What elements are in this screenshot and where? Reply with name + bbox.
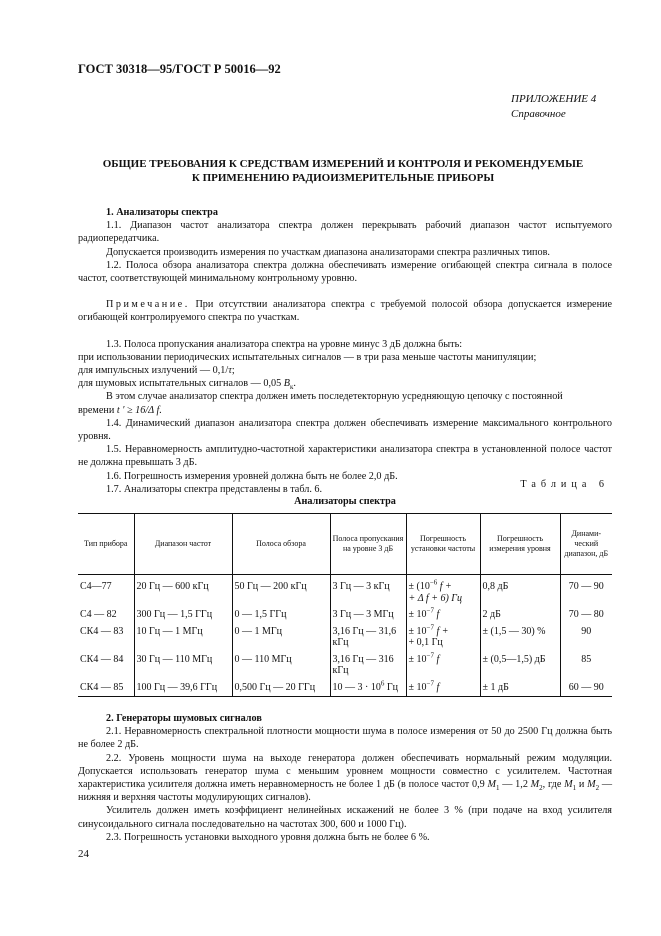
appendix-title xyxy=(78,157,608,185)
rbw-part: 10 — 3 · 10 xyxy=(332,681,381,693)
m-symbol: M xyxy=(530,779,540,791)
table-caption: Таблица 6 xyxy=(520,479,609,490)
cell-span: 0 — 1,5 ГГц xyxy=(232,607,330,624)
rbw-exponent: 6 xyxy=(380,679,385,688)
section-2 xyxy=(78,712,612,844)
table-title: Анализаторы спектра xyxy=(294,496,396,507)
paragraph-1-7: 1.7. Анализаторы спектра представлены в табл. 6. xyxy=(106,483,323,495)
section-1 xyxy=(78,206,612,496)
table-row xyxy=(78,680,612,697)
cell-rbw: 3,16 Гц — 31,6 кГц xyxy=(330,624,406,652)
cell-range: 10 Гц — 1 МГц xyxy=(134,624,232,652)
freq-error-part: ± 10 xyxy=(408,681,427,693)
cell-rbw xyxy=(330,680,406,697)
table-row xyxy=(78,624,612,652)
paragraph-2-2 xyxy=(78,752,612,805)
freq-error-exponent: −7 xyxy=(426,606,434,615)
cell-type: С4 — 82 xyxy=(80,609,117,620)
freq-error-part: ± 10 xyxy=(408,653,427,665)
freq-error-exponent: −7 xyxy=(426,623,434,632)
paragraph-2-2b: Усилитель должен иметь коэффициент нелинейных искажений не более 3 % (при подаче на вход усилителя синусоидального сигнала последовательно на частотах 300, 600 и 1000 Гц). xyxy=(78,805,612,830)
paragraph-2-1: 2.1. Неравномерность спектральной плотности мощности шума в полосе измерения от 50 до 2500 Гц должна быть не более 2 дБ. xyxy=(78,726,612,751)
paragraph-1-3a: при использовании периодических испытательных сигналов — в три раза меньше частоты манипуляции; xyxy=(78,351,537,363)
pulse-text: для импульсных излучений — 0,1/ xyxy=(78,365,229,377)
p22-text: 2.2. Уровень мощности шума на выходе генератора должен обеспечивать нормальный режим модуляции. Допускается использовать генератор шума с меньшим уровнем мощности совместно с усилителем. Частотная характеристика усилителя должна иметь неравномерность не более 1 дБ (в полосе частот 0,9 xyxy=(78,752,612,791)
appendix-kind: Справочное xyxy=(511,108,566,120)
cell-range: 300 Гц — 1,5 ГГц xyxy=(134,607,232,624)
m-subscript: 1 xyxy=(572,784,577,793)
cell-range: 100 Гц — 39,6 ГГц xyxy=(134,680,232,697)
cell-level-error: 2 дБ xyxy=(480,607,560,624)
cell-rbw: 3 Гц — 3 кГц xyxy=(330,575,406,608)
cell-dynamic-range: 70 — 80 xyxy=(560,607,612,624)
cell-type: СК4 — 84 xyxy=(80,653,124,665)
column-header: Полоса пропускания на уровне 3 дБ xyxy=(330,514,406,575)
paragraph-1-3c xyxy=(78,377,612,390)
cell-span: 0 — 110 МГц xyxy=(232,652,330,680)
cell-span: 0,500 Гц — 20 ГГц xyxy=(232,680,330,697)
p22-text: — 1,2 xyxy=(499,779,531,791)
note-text: При отсутствии анализатора спектра с требуемой полосой обзора допускается измерение огибающей контролируемого спектра по участкам. xyxy=(78,299,612,324)
cell-range: 30 Гц — 110 МГц xyxy=(134,652,232,680)
m-symbol: M xyxy=(587,779,596,791)
paragraph-1-3b xyxy=(78,364,612,377)
time-text: времени xyxy=(78,404,117,416)
freq-error-part: + 0,1 Гц xyxy=(408,637,443,648)
page-number: 24 xyxy=(78,848,89,860)
cell-dynamic-range: 60 — 90 xyxy=(560,680,612,697)
title-line-1: ОБЩИЕ ТРЕБОВАНИЯ К СРЕДСТВАМ ИЗМЕРЕНИЙ И КОНТРОЛЯ И РЕКОМЕНДУЕМЫЕ xyxy=(102,158,584,170)
column-header: Погрешность установки частоты xyxy=(406,514,480,575)
time-constant-formula: t ′ ≥ 16/Δ f. xyxy=(116,404,162,416)
column-header: Полоса обзора xyxy=(232,514,330,575)
cell-level-error: ± (1,5 — 30) % xyxy=(480,624,560,652)
paragraph-1-1: 1.1. Диапазон частот анализатора спектра должен перекрывать рабочий диапазон частот испытуемого радиопередатчика. xyxy=(78,220,612,245)
appendix-number: ПРИЛОЖЕНИЕ 4 xyxy=(511,93,597,105)
cell-type: С4—77 xyxy=(80,581,112,592)
cell-freq-error xyxy=(406,624,480,652)
noise-end: . xyxy=(293,378,296,390)
freq-error-exponent: −7 xyxy=(426,679,434,688)
paragraph-1-5: 1.5. Неравномерность амплитудно-частотной характеристики анализатора спектра в установленной полосе частот не должна превышать 3 дБ. xyxy=(78,444,612,469)
cell-level-error: 0,8 дБ xyxy=(480,575,560,608)
freq-error-part: + Δ f + 6) Гц xyxy=(408,592,462,604)
b-symbol: B xyxy=(283,378,290,390)
freq-error-part: f xyxy=(433,653,440,665)
note xyxy=(78,298,612,324)
column-header: Диапазон частот xyxy=(134,514,232,575)
m-symbol: M xyxy=(564,779,573,791)
m-symbol: M xyxy=(487,779,496,791)
paragraph-2-3: 2.3. Погрешность установки выходного уровня должна быть не более 6 %. xyxy=(106,831,430,843)
cell-dynamic-range: 85 xyxy=(560,652,612,680)
cell-dynamic-range: 70 — 90 xyxy=(560,575,612,608)
p22-text: — нижняя и верхняя частоты модулирующих сигналов). xyxy=(78,779,613,804)
cell-level-error: ± 1 дБ xyxy=(480,680,560,697)
freq-error-part: ± 10 xyxy=(408,625,427,637)
m-subscript: 1 xyxy=(495,784,500,793)
pulse-end: ; xyxy=(231,365,235,377)
freq-error-part: ± 10 xyxy=(408,609,427,620)
cell-freq-error xyxy=(406,607,480,624)
p22-text: и xyxy=(576,779,588,791)
spectrum-analyzers-table xyxy=(78,513,612,697)
paragraph-1-1b: Допускается производить измерения по участкам диапазона анализаторами спектра различных типов. xyxy=(106,246,550,258)
freq-error-exponent: −7 xyxy=(426,651,434,660)
table-row xyxy=(78,652,612,680)
document-header: ГОСТ 30318—95/ГОСТ Р 50016—92 xyxy=(78,62,281,76)
section-2-heading: 2. Генераторы шумовых сигналов xyxy=(106,713,262,724)
column-header: Динами-ческий диапазон, дБ xyxy=(560,514,612,575)
freq-error-part: f + xyxy=(437,581,452,592)
paragraph-1-3: 1.3. Полоса пропускания анализатора спектра на уровне минус 3 дБ должна быть: xyxy=(106,338,463,350)
table-row xyxy=(78,607,612,624)
paragraph-1-2: 1.2. Полоса обзора анализатора спектра должна обеспечивать измерение огибающей спектра сигнала в полосе частот, соответствующей минимальному контрольному уровню. xyxy=(78,259,612,285)
cell-span: 50 Гц — 200 кГц xyxy=(232,575,330,608)
paragraph-1-3e xyxy=(78,404,612,417)
cell-type: СК4 — 85 xyxy=(78,680,134,697)
paragraph-1-4: 1.4. Динамический диапазон анализатора спектра должен обеспечивать измерение максимального контрольного уровня. xyxy=(78,417,612,443)
tau-symbol: τ xyxy=(228,365,232,377)
table-row xyxy=(78,575,612,608)
paragraph-1-6: 1.6. Погрешность измерения уровней должна быть не более 2,0 дБ. xyxy=(106,470,398,482)
column-header: Погрешность измерения уровня xyxy=(480,514,560,575)
cell-range: 20 Гц — 600 кГц xyxy=(134,575,232,608)
b-subscript: к xyxy=(289,383,294,392)
m-subscript: 2 xyxy=(595,784,600,793)
rbw-part: Гц xyxy=(384,681,398,693)
column-header: Тип прибора xyxy=(78,514,134,575)
cell-freq-error xyxy=(406,652,480,680)
noise-text: для шумовых испытательных сигналов — 0,05 xyxy=(78,378,284,390)
paragraph-1-3d: В этом случае анализатор спектра должен иметь последетекторную усредняющую цепочку с постоянной xyxy=(106,391,563,403)
p22-text: , где xyxy=(542,779,565,791)
cell-freq-error xyxy=(406,575,480,608)
m-subscript: 2 xyxy=(539,784,543,793)
cell-dynamic-range: 90 xyxy=(560,624,612,652)
freq-error-part: f xyxy=(433,609,440,620)
cell-level-error: ± (0,5—1,5) дБ xyxy=(480,652,560,680)
appendix-label xyxy=(511,92,603,122)
section-1-heading: 1. Анализаторы спектра xyxy=(106,207,218,218)
table-header-row xyxy=(78,514,612,575)
cell-rbw: 3 Гц — 3 МГц xyxy=(330,607,406,624)
freq-error-part: f + xyxy=(433,625,449,637)
freq-error-part: f xyxy=(433,681,440,693)
freq-error-exponent: −6 xyxy=(429,578,438,587)
cell-type: СК4 — 83 xyxy=(80,625,124,637)
cell-rbw: 3,16 Гц — 316 кГц xyxy=(330,652,406,680)
note-label: Примечание. xyxy=(106,299,190,311)
cell-freq-error xyxy=(406,680,480,697)
cell-span: 0 — 1 МГц xyxy=(232,624,330,652)
title-line-2: К ПРИМЕНЕНИЮ РАДИОИЗМЕРИТЕЛЬНЫЕ ПРИБОРЫ xyxy=(191,172,495,184)
freq-error-part: ± (10 xyxy=(408,581,430,592)
